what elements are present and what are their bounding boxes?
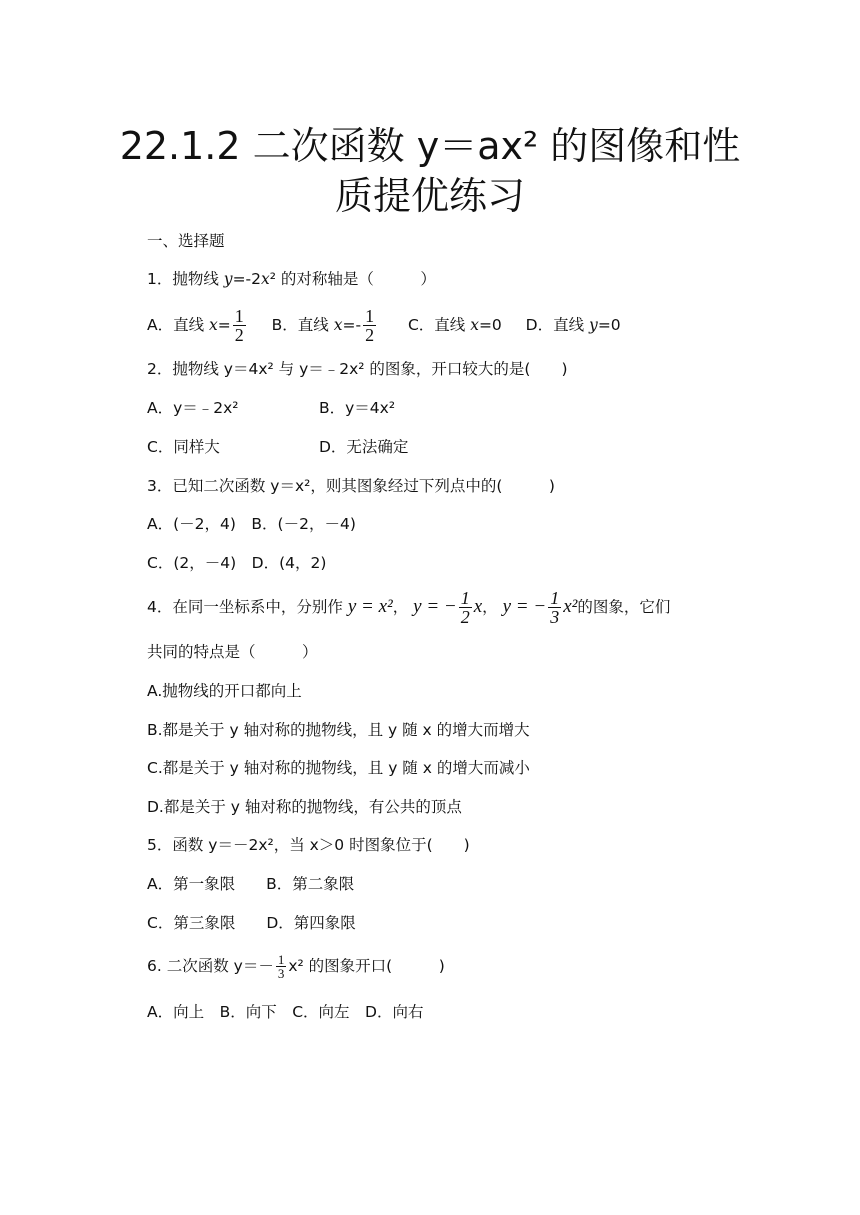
question-3-stem: 3．已知二次函数 y＝x²，则其图象经过下列点中的( )	[147, 477, 555, 495]
q4-option-d: D.都是关于 y 轴对称的抛物线，有公共的顶点	[147, 798, 462, 816]
formula-y-eq-neg-half-x: y = − $\frac{1}{2}$ x	[413, 588, 483, 628]
fraction-one-half: $\frac{1}{2}$	[234, 306, 244, 345]
q3-options-cd: C．(2，－4) D．(4，2)	[147, 554, 327, 572]
q2-option-d: D．无法确定	[319, 438, 409, 456]
formula-y-eq-x-squared: y = x²	[347, 596, 393, 617]
q1-option-c: C．直线 x=0	[407, 316, 502, 334]
q6-options: A．向上 B．向下 C．向左 D．向右	[147, 1003, 424, 1021]
title-line-1: 22.1.2 二次函数 y＝ax² 的图像和性	[119, 124, 741, 168]
question-2-stem: 2．抛物线 y＝4x² 与 y＝﹣2x² 的图象，开口较大的是( )	[147, 360, 568, 378]
q1-option-b: B．直线 x=- $\frac{1}{2}$	[271, 306, 375, 345]
q4-option-a: A.抛物线的开口都向上	[147, 682, 302, 700]
fraction-one-half: $\frac{1}{2}$	[365, 306, 375, 345]
q2-option-a: A．y＝﹣2x²	[147, 399, 239, 417]
q4-option-b: B.都是关于 y 轴对称的抛物线，且 y 随 x 的增大而增大	[147, 721, 530, 739]
q4-option-c: C.都是关于 y 轴对称的抛物线，且 y 随 x 的增大而减小	[147, 759, 530, 777]
q1-option-a: A．直线 x= $\frac{1}{2}$	[147, 306, 244, 345]
q2-option-c: C．同样大	[147, 438, 220, 456]
q2-option-b: B．y＝4x²	[319, 399, 396, 417]
section-heading: 一、选择题	[147, 232, 225, 250]
question-5-stem: 5．函数 y＝－2x²，当 x＞0 时图象位于( )	[147, 836, 470, 854]
question-4-stem-continued: 共同的特点是（ ）	[147, 643, 318, 661]
question-1-stem: 1．抛物线 y=-2x² 的对称轴是（ ）	[147, 270, 436, 288]
question-6-stem: 6. 二次函数 y＝－ $\frac{1}{3}$ x² 的图象开口( )	[147, 952, 445, 981]
question-4-stem: 4．在同一坐标系中，分别作 y = x²， y = − $\frac{1}{2}$ x， y = − $\frac{1}{3}$ x²的图象，它们	[147, 588, 671, 628]
q5-options-ab: A．第一象限 B．第二象限	[147, 875, 355, 893]
question-1-options	[147, 305, 621, 345]
q5-options-cd: C．第三象限 D．第四象限	[147, 914, 356, 932]
title-line-2: 质提优练习	[334, 174, 525, 218]
fraction-one-third: $\frac{1}{3}$	[277, 952, 285, 981]
q1-option-d: D．直线 y=0	[525, 316, 621, 334]
q3-options-ab: A．(－2，4) B．(－2，－4)	[147, 515, 356, 533]
formula-y-eq-neg-third-x-squared: y = − $\frac{1}{3}$ x²	[502, 588, 578, 628]
